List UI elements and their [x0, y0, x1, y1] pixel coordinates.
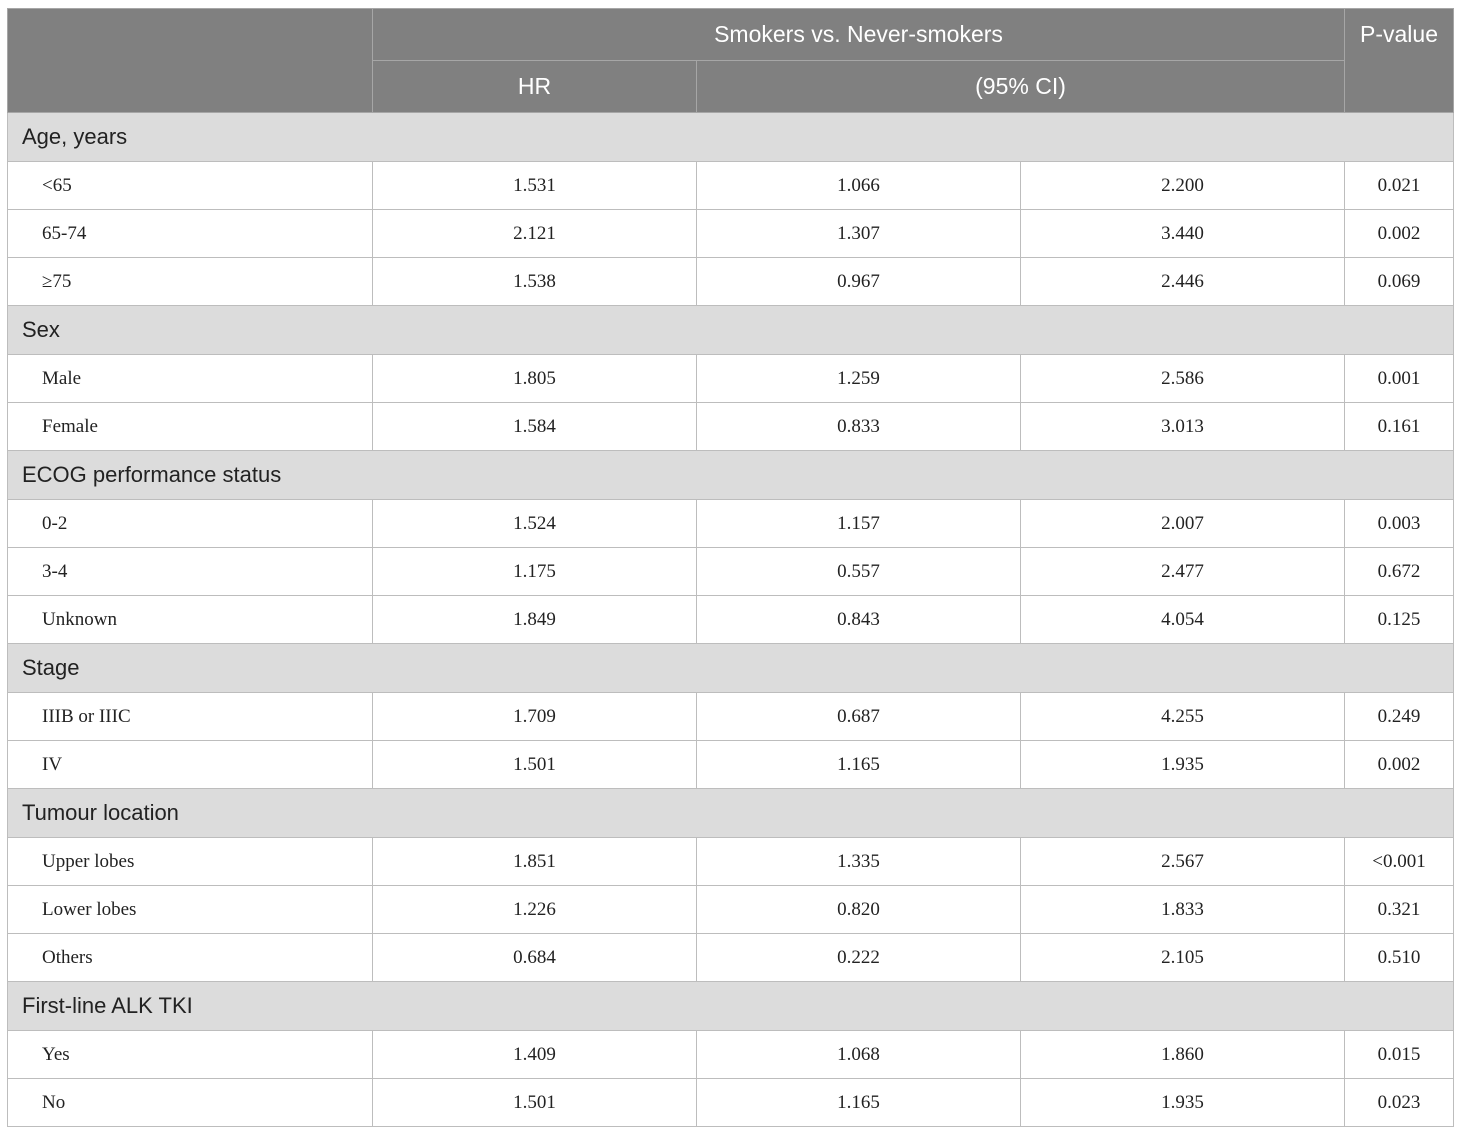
- p-value-cell: 0.015: [1345, 1031, 1454, 1079]
- p-value-cell: 0.021: [1345, 162, 1454, 210]
- row-label: IIIB or IIIC: [8, 693, 373, 741]
- table-row: [8, 934, 1454, 982]
- section-row: [8, 982, 1454, 1031]
- ci-low-cell: 1.165: [697, 741, 1021, 789]
- hr-cell: 1.538: [373, 258, 697, 306]
- row-label: IV: [8, 741, 373, 789]
- ci-low-cell: 0.833: [697, 403, 1021, 451]
- ci-high-cell: 3.013: [1021, 403, 1345, 451]
- row-label: 0-2: [8, 500, 373, 548]
- table-row: [8, 210, 1454, 258]
- hr-cell: 2.121: [373, 210, 697, 258]
- row-label: ≥75: [8, 258, 373, 306]
- ci-low-cell: 0.967: [697, 258, 1021, 306]
- table-row: [8, 548, 1454, 596]
- ci-high-cell: 2.586: [1021, 355, 1345, 403]
- table-row: [8, 596, 1454, 644]
- row-label: Female: [8, 403, 373, 451]
- hr-cell: 1.175: [373, 548, 697, 596]
- table-row: [8, 403, 1454, 451]
- p-value-cell: 0.510: [1345, 934, 1454, 982]
- section-title: Stage: [8, 644, 1454, 693]
- ci-low-cell: 0.820: [697, 886, 1021, 934]
- table-row: [8, 886, 1454, 934]
- p-value-cell: 0.023: [1345, 1079, 1454, 1127]
- hr-cell: 1.851: [373, 838, 697, 886]
- ci-low-cell: 0.687: [697, 693, 1021, 741]
- section-row: [8, 789, 1454, 838]
- ci-low-cell: 1.307: [697, 210, 1021, 258]
- p-value-cell: 0.002: [1345, 741, 1454, 789]
- table-row: [8, 500, 1454, 548]
- ci-high-cell: 4.054: [1021, 596, 1345, 644]
- section-row: [8, 113, 1454, 162]
- section-title: Tumour location: [8, 789, 1454, 838]
- section-row: [8, 451, 1454, 500]
- header-ci: (95% CI): [697, 61, 1345, 113]
- table-row: [8, 741, 1454, 789]
- table-header: [8, 9, 1454, 113]
- row-label: No: [8, 1079, 373, 1127]
- p-value-cell: 0.069: [1345, 258, 1454, 306]
- row-label: Others: [8, 934, 373, 982]
- ci-low-cell: 0.557: [697, 548, 1021, 596]
- hr-cell: 1.501: [373, 1079, 697, 1127]
- row-label: 3-4: [8, 548, 373, 596]
- results-table: [7, 8, 1454, 1127]
- hr-cell: 1.501: [373, 741, 697, 789]
- ci-high-cell: 4.255: [1021, 693, 1345, 741]
- header-hr: HR: [373, 61, 697, 113]
- hr-cell: 0.684: [373, 934, 697, 982]
- ci-high-cell: 2.446: [1021, 258, 1345, 306]
- ci-high-cell: 1.860: [1021, 1031, 1345, 1079]
- table-row: [8, 838, 1454, 886]
- p-value-cell: 0.161: [1345, 403, 1454, 451]
- p-value-cell: 0.001: [1345, 355, 1454, 403]
- table-body: [8, 113, 1454, 1127]
- hr-cell: 1.409: [373, 1031, 697, 1079]
- ci-high-cell: 1.935: [1021, 1079, 1345, 1127]
- section-title: Age, years: [8, 113, 1454, 162]
- p-value-cell: <0.001: [1345, 838, 1454, 886]
- row-label: Lower lobes: [8, 886, 373, 934]
- ci-low-cell: 0.843: [697, 596, 1021, 644]
- section-title: Sex: [8, 306, 1454, 355]
- section-title: ECOG performance status: [8, 451, 1454, 500]
- ci-high-cell: 2.007: [1021, 500, 1345, 548]
- ci-low-cell: 1.066: [697, 162, 1021, 210]
- hr-cell: 1.226: [373, 886, 697, 934]
- ci-high-cell: 2.477: [1021, 548, 1345, 596]
- table-row: [8, 355, 1454, 403]
- section-title: First-line ALK TKI: [8, 982, 1454, 1031]
- p-value-cell: 0.249: [1345, 693, 1454, 741]
- hr-cell: 1.849: [373, 596, 697, 644]
- ci-low-cell: 1.335: [697, 838, 1021, 886]
- table-row: [8, 162, 1454, 210]
- ci-low-cell: 1.068: [697, 1031, 1021, 1079]
- ci-high-cell: 2.105: [1021, 934, 1345, 982]
- row-label: Unknown: [8, 596, 373, 644]
- table-row: [8, 693, 1454, 741]
- row-label: 65-74: [8, 210, 373, 258]
- hr-cell: 1.584: [373, 403, 697, 451]
- ci-high-cell: 1.935: [1021, 741, 1345, 789]
- header-group-title: Smokers vs. Never-smokers: [373, 9, 1345, 61]
- row-label: Yes: [8, 1031, 373, 1079]
- hr-cell: 1.709: [373, 693, 697, 741]
- row-label: Upper lobes: [8, 838, 373, 886]
- hr-cell: 1.524: [373, 500, 697, 548]
- ci-low-cell: 1.157: [697, 500, 1021, 548]
- ci-low-cell: 1.165: [697, 1079, 1021, 1127]
- row-label: <65: [8, 162, 373, 210]
- section-row: [8, 306, 1454, 355]
- hr-cell: 1.531: [373, 162, 697, 210]
- p-value-cell: 0.321: [1345, 886, 1454, 934]
- row-label: Male: [8, 355, 373, 403]
- header-p-value: P-value: [1345, 9, 1454, 113]
- ci-high-cell: 1.833: [1021, 886, 1345, 934]
- p-value-cell: 0.672: [1345, 548, 1454, 596]
- p-value-cell: 0.125: [1345, 596, 1454, 644]
- ci-high-cell: 2.567: [1021, 838, 1345, 886]
- ci-high-cell: 2.200: [1021, 162, 1345, 210]
- p-value-cell: 0.003: [1345, 500, 1454, 548]
- section-row: [8, 644, 1454, 693]
- ci-low-cell: 0.222: [697, 934, 1021, 982]
- header-empty-cell: [8, 9, 373, 113]
- table-row: [8, 1031, 1454, 1079]
- ci-low-cell: 1.259: [697, 355, 1021, 403]
- table-row: [8, 1079, 1454, 1127]
- table-row: [8, 258, 1454, 306]
- hr-cell: 1.805: [373, 355, 697, 403]
- p-value-cell: 0.002: [1345, 210, 1454, 258]
- ci-high-cell: 3.440: [1021, 210, 1345, 258]
